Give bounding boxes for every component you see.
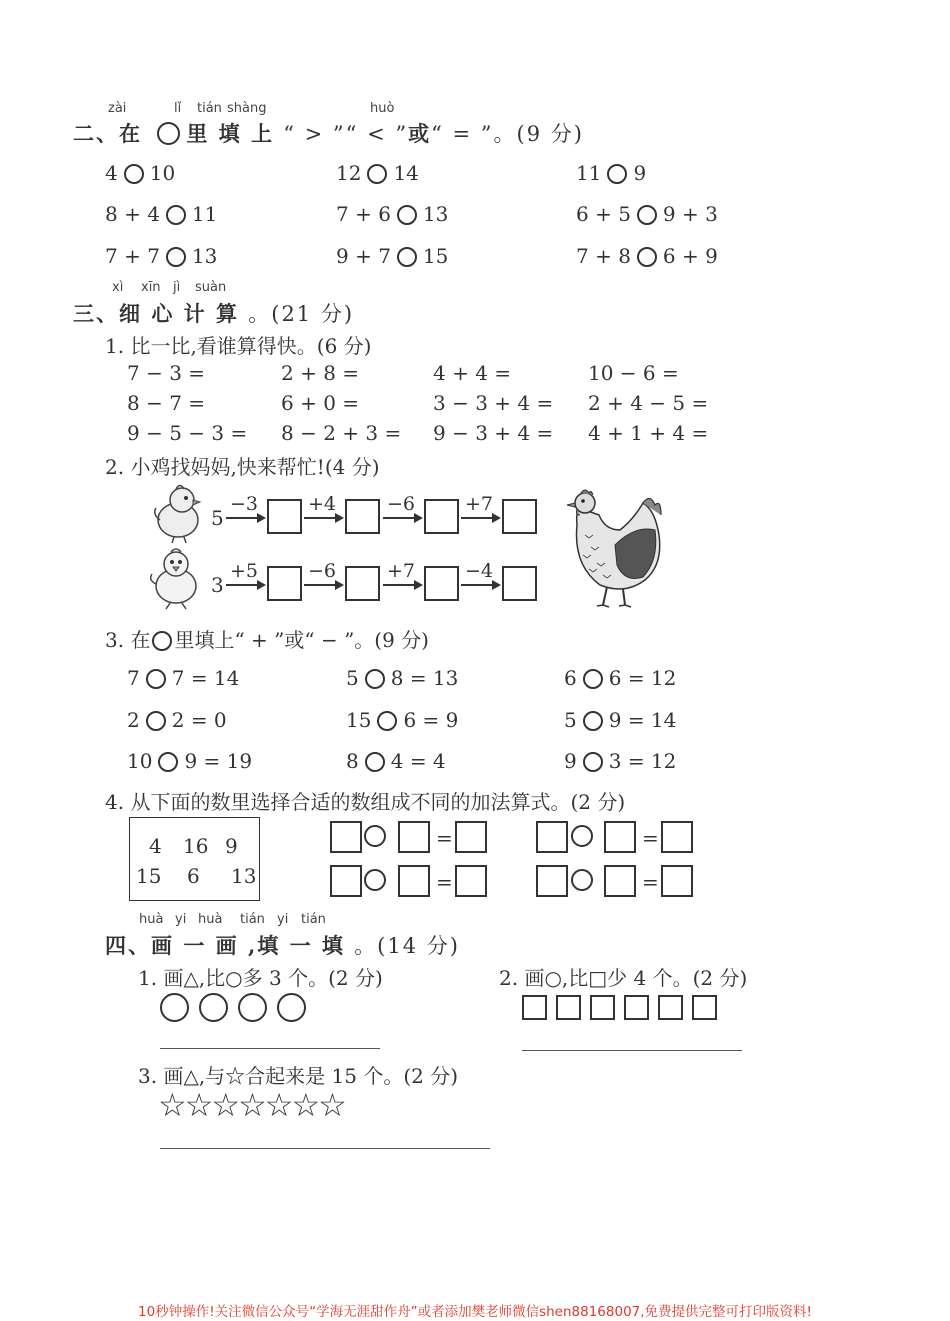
blank-circle-icon — [152, 631, 172, 651]
bank-number: 9 — [225, 834, 238, 858]
compare-item: 8 + 4 11 — [105, 202, 218, 226]
arrow-icon — [383, 584, 421, 586]
answer-box[interactable] — [536, 821, 568, 853]
circle-icon — [199, 993, 228, 1022]
compare-item: 7 + 7 13 — [105, 244, 218, 268]
answer-circle[interactable] — [571, 869, 593, 891]
calc-item: 2 + 8 = — [281, 361, 360, 385]
calc-item: 10 − 6 = — [588, 361, 679, 385]
pinyin: huà — [198, 912, 223, 927]
answer-circle[interactable] — [377, 711, 397, 731]
pinyin: yi — [277, 912, 289, 927]
circles-row — [160, 993, 310, 1022]
pinyin-tian: tián — [197, 101, 222, 116]
answer-circle[interactable] — [397, 247, 417, 267]
answer-circle[interactable] — [637, 205, 657, 225]
answer-circle[interactable] — [364, 825, 386, 847]
calc-item: 2 + 4 − 5 = — [588, 391, 709, 415]
calc-item: 8 − 2 + 3 = — [281, 421, 402, 445]
square-icon — [624, 995, 649, 1020]
compare-item: 6 + 5 9 + 3 — [576, 202, 718, 226]
hen-icon — [555, 485, 665, 610]
stars-row — [158, 1086, 345, 1124]
answer-circle[interactable] — [637, 247, 657, 267]
star-icon: ☆ — [158, 1086, 185, 1124]
chain-op: +7 — [464, 493, 493, 515]
pinyin-xi: xì — [112, 280, 124, 295]
answer-box[interactable] — [345, 566, 380, 601]
answer-circle[interactable] — [124, 164, 144, 184]
answer-circle[interactable] — [607, 164, 627, 184]
star-icon: ☆ — [318, 1086, 345, 1124]
q1-title: 1. 比一比,看谁算得快。(6 分) — [105, 334, 372, 358]
fill-op-item: 5 8 = 13 — [346, 666, 459, 690]
answer-box[interactable] — [424, 566, 459, 601]
pinyin: huà — [139, 912, 164, 927]
answer-box[interactable] — [267, 566, 302, 601]
answer-circle[interactable] — [146, 711, 166, 731]
calc-item: 4 + 4 = — [433, 361, 512, 385]
answer-box[interactable] — [455, 821, 487, 853]
equals-sign: = — [436, 826, 453, 850]
pinyin-suan: suàn — [195, 280, 227, 295]
compare-item: 9 + 7 15 — [336, 244, 449, 268]
arrow-icon — [461, 517, 499, 519]
answer-circle[interactable] — [571, 825, 593, 847]
calc-item: 4 + 1 + 4 = — [588, 421, 709, 445]
calc-item: 3 − 3 + 4 = — [433, 391, 554, 415]
calc-item: 7 − 3 = — [127, 361, 206, 385]
arrow-icon — [461, 584, 499, 586]
compare-item: 4 10 — [105, 161, 176, 185]
answer-circle[interactable] — [365, 752, 385, 772]
arrow-icon — [226, 517, 264, 519]
q4-title: 4. 从下面的数里选择合适的数组成不同的加法算式。(2 分) — [105, 790, 626, 814]
answer-circle[interactable] — [158, 752, 178, 772]
square-icon — [556, 995, 581, 1020]
answer-circle[interactable] — [367, 164, 387, 184]
compare-item: 12 14 — [336, 161, 419, 185]
pinyin: tián — [301, 912, 326, 927]
answer-circle[interactable] — [583, 711, 603, 731]
answer-box[interactable] — [604, 821, 636, 853]
number-bank — [129, 817, 260, 901]
equals-sign: = — [436, 870, 453, 894]
chain-start: 5 — [211, 506, 224, 530]
section4-heading: 四、画 一 画 ,填 一 填 。(14 分) — [105, 933, 460, 958]
section2-heading: 二、在 里 填 上 “ > ”“ < ”或“ = ”。(9 分) — [73, 121, 584, 146]
answer-circle[interactable] — [364, 869, 386, 891]
chain-op: +4 — [307, 493, 336, 515]
q2-title: 2. 小鸡找妈妈,快来帮忙!(4 分) — [105, 455, 380, 479]
circle-icon — [160, 993, 189, 1022]
section-number: 二、 — [73, 121, 119, 146]
compare-item: 7 + 8 6 + 9 — [576, 244, 718, 268]
calc-item: 6 + 0 = — [281, 391, 360, 415]
calc-item: 9 − 3 + 4 = — [433, 421, 554, 445]
fill-op-item: 8 4 = 4 — [346, 749, 446, 773]
s4-q3-title: 3. 画△,与☆合起来是 15 个。(2 分) — [138, 1064, 459, 1088]
square-icon — [658, 995, 683, 1020]
answer-box[interactable] — [604, 865, 636, 897]
answer-box[interactable] — [536, 865, 568, 897]
fill-op-item: 10 9 = 19 — [127, 749, 253, 773]
answer-line[interactable] — [522, 1050, 742, 1051]
chain-op: +7 — [386, 560, 415, 582]
pinyin-zai: zài — [108, 101, 127, 116]
compare-item: 7 + 6 13 — [336, 202, 449, 226]
answer-circle[interactable] — [166, 247, 186, 267]
compare-item: 11 9 — [576, 161, 647, 185]
square-icon — [590, 995, 615, 1020]
answer-box[interactable] — [345, 499, 380, 534]
chain-op: +5 — [229, 560, 258, 582]
fill-op-item: 5 9 = 14 — [564, 708, 677, 732]
star-icon: ☆ — [211, 1086, 239, 1124]
pinyin-huo: huò — [370, 101, 395, 116]
chain-op: −4 — [464, 560, 493, 582]
star-icon: ☆ — [184, 1086, 212, 1124]
calc-item: 8 − 7 = — [127, 391, 206, 415]
pinyin-xin: xīn — [141, 280, 161, 295]
answer-circle[interactable] — [365, 669, 385, 689]
calc-item: 9 − 5 − 3 = — [127, 421, 248, 445]
arrow-icon — [304, 517, 342, 519]
equals-sign: = — [642, 826, 659, 850]
section3-heading: 三、细 心 计 算 。(21 分) — [73, 301, 355, 326]
bank-number: 15 — [136, 864, 162, 888]
answer-box[interactable] — [398, 865, 430, 897]
answer-box[interactable] — [424, 499, 459, 534]
pinyin-ji: jì — [173, 280, 181, 295]
answer-line[interactable] — [160, 1148, 490, 1149]
circle-icon — [277, 993, 306, 1022]
blank-circle-icon — [157, 122, 180, 145]
q3-title: 3. 在 里填上“ + ”或“ − ”。(9 分) — [105, 628, 429, 652]
pinyin: yi — [175, 912, 187, 927]
answer-circle[interactable] — [583, 752, 603, 772]
pinyin-li: lǐ — [174, 101, 182, 116]
answer-box[interactable] — [455, 865, 487, 897]
answer-line[interactable] — [160, 1048, 380, 1049]
bank-number: 4 — [149, 834, 162, 858]
fill-op-item: 15 6 = 9 — [346, 708, 459, 732]
answer-box[interactable] — [661, 821, 693, 853]
circle-icon — [238, 993, 267, 1022]
bank-number: 13 — [231, 864, 257, 888]
answer-box[interactable] — [502, 566, 537, 601]
fill-op-item: 7 7 = 14 — [127, 666, 240, 690]
arrow-icon — [226, 584, 264, 586]
answer-box[interactable] — [330, 865, 362, 897]
chain-op: −6 — [307, 560, 336, 582]
fill-op-item: 2 2 = 0 — [127, 708, 227, 732]
arrow-icon — [383, 517, 421, 519]
chain-op: −3 — [229, 493, 258, 515]
answer-box[interactable] — [330, 821, 362, 853]
arrow-icon — [304, 584, 342, 586]
s4-q2-title: 2. 画○,比□少 4 个。(2 分) — [499, 966, 748, 990]
star-icon: ☆ — [291, 1086, 319, 1124]
chick-icon — [146, 546, 206, 610]
s4-q1-title: 1. 画△,比○多 3 个。(2 分) — [138, 966, 383, 990]
answer-circle[interactable] — [583, 669, 603, 689]
answer-box[interactable] — [502, 499, 537, 534]
pinyin-shang: shàng — [227, 101, 267, 116]
footer-promo: 10秒钟操作!关注微信公众号“学海无涯甜作舟”或者添加樊老师微信shen88168007,免费提供完整可打印版资料! — [138, 1304, 812, 1320]
answer-box[interactable] — [267, 499, 302, 534]
square-icon — [522, 995, 547, 1020]
answer-box[interactable] — [661, 865, 693, 897]
equals-sign: = — [642, 870, 659, 894]
square-icon — [692, 995, 717, 1020]
answer-circle[interactable] — [166, 205, 186, 225]
answer-circle[interactable] — [146, 669, 166, 689]
fill-op-item: 9 3 = 12 — [564, 749, 677, 773]
answer-box[interactable] — [398, 821, 430, 853]
chain-op: −6 — [386, 493, 415, 515]
chain-start: 3 — [211, 573, 224, 597]
fill-op-item: 6 6 = 12 — [564, 666, 677, 690]
star-icon: ☆ — [264, 1086, 292, 1124]
bank-number: 16 — [183, 834, 209, 858]
chick-icon — [148, 482, 206, 544]
answer-circle[interactable] — [397, 205, 417, 225]
star-icon: ☆ — [238, 1086, 265, 1124]
bank-number: 6 — [187, 864, 200, 888]
pinyin: tián — [240, 912, 265, 927]
